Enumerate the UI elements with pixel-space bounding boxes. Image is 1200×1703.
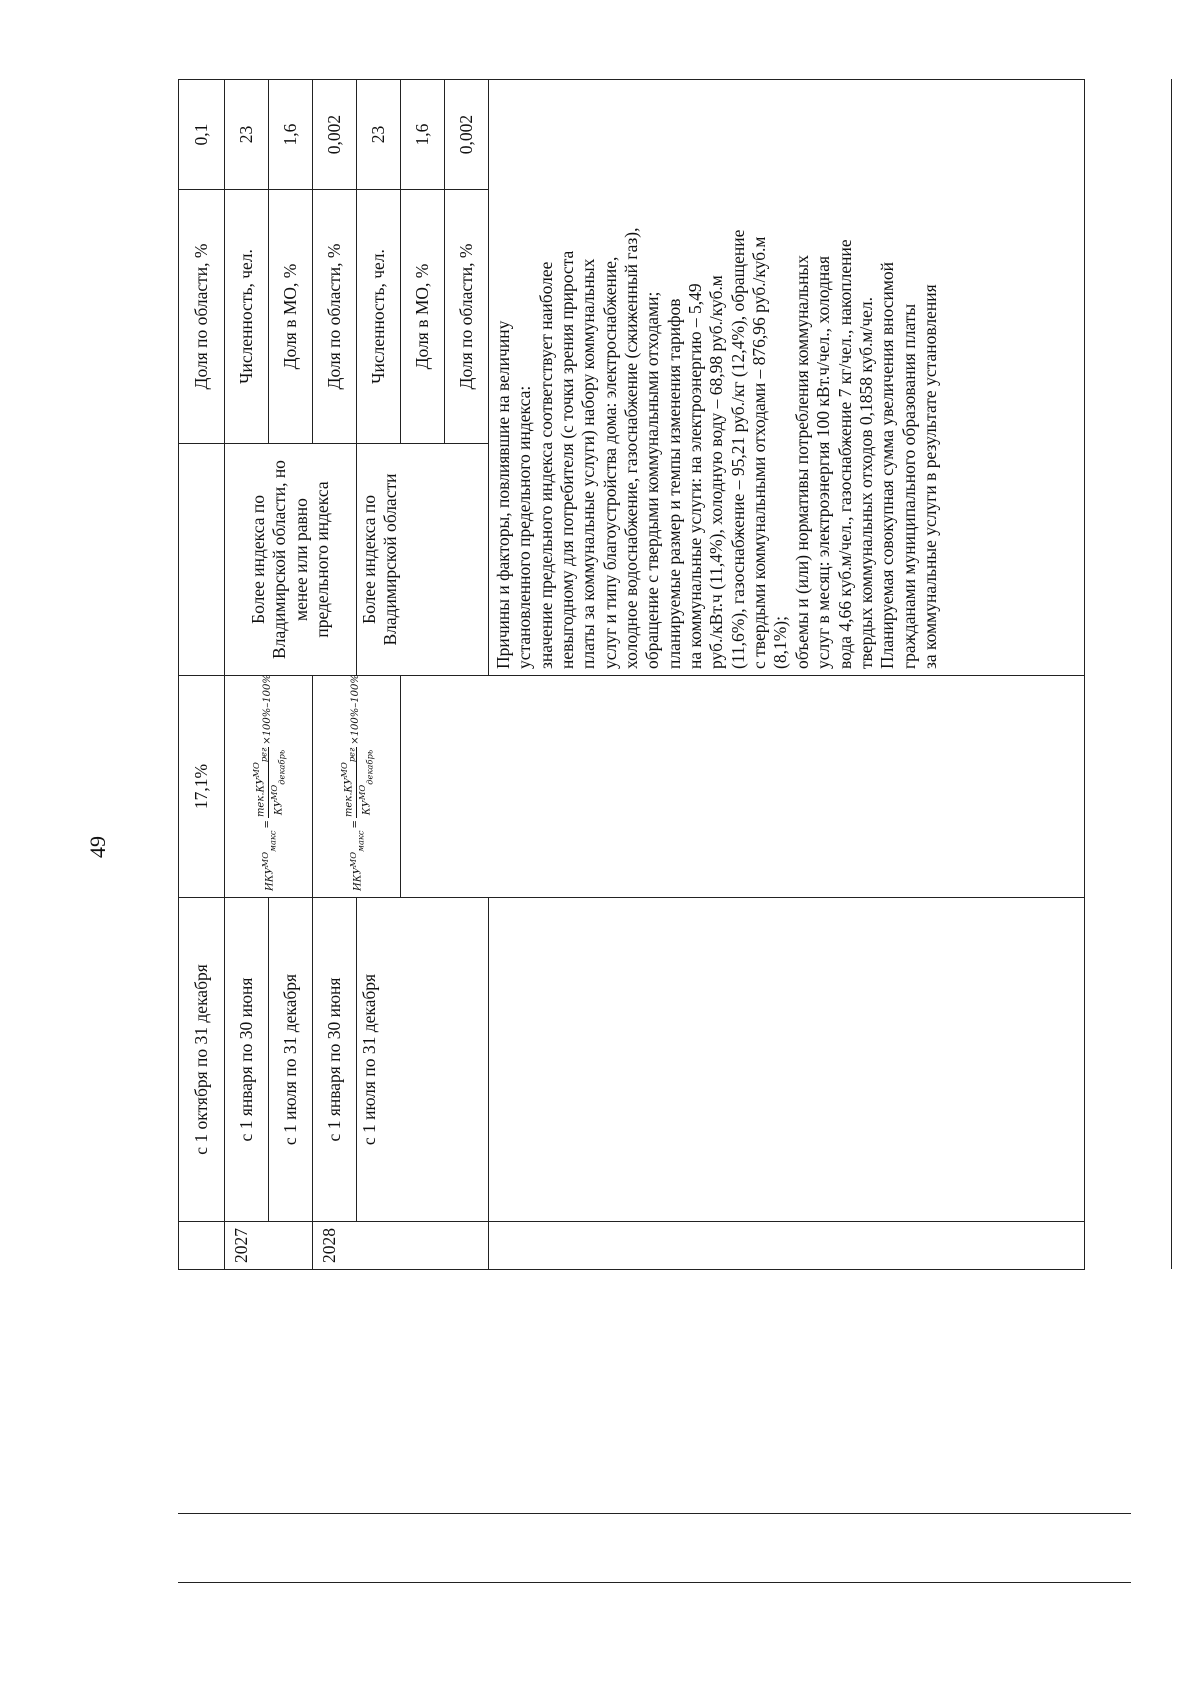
metric-value-cell: 23: [225, 80, 269, 190]
table-row: [489, 80, 1085, 1270]
metric-value-cell: 23: [357, 80, 401, 190]
year-cell: 2028: [313, 1222, 489, 1270]
factors-line: руб./кВт.ч (11,4%), холодную воду – 68,98 руб./куб.м: [706, 275, 727, 669]
metric-label-cell: Доля в МО, %: [269, 190, 313, 444]
factors-line: планируемые размер и темпы изменения тарифов: [663, 298, 684, 669]
period-cell: с 1 июля по 31 декабря: [269, 898, 313, 1222]
page-number: 49: [85, 836, 110, 858]
factors-line: (8,1%);: [770, 616, 791, 669]
factors-line: твердых коммунальных отходов 0,1858 куб.м/чел.: [855, 296, 876, 669]
factors-line: услуг и типу благоустройства дома: электроснабжение,: [599, 256, 620, 669]
index-value-cell: 17,1%: [179, 676, 225, 898]
factors-line: невыгодному для потребителя (с точки зрения прироста: [557, 250, 578, 669]
factors-line: значение предельного индекса соответствует наиболее: [535, 261, 556, 669]
factors-line: за коммунальные услуги в результате установления: [919, 284, 940, 669]
period-cell: с 1 января по 30 июня: [313, 898, 357, 1222]
factors-line: гражданами муниципального образования платы: [898, 303, 919, 669]
factors-line: установленного предельного индекса:: [514, 385, 535, 669]
metric-label-cell: Доля по области, %: [313, 190, 357, 444]
rotated-table-container: [178, 80, 1131, 1270]
factors-cell: [489, 80, 1085, 676]
year-cell-empty: [179, 1222, 225, 1270]
condition-cell: Более индекса по Владимирской области, но менее или равно предельного индекса: [225, 444, 357, 676]
metric-label-cell: Доля по области, %: [179, 190, 225, 444]
condition-cell: Более индекса по Владимирской области: [357, 444, 489, 676]
blank-cell: [1085, 80, 1172, 1270]
factors-line: холодное водоснабжение, газоснабжение (сжиженный газ),: [621, 227, 642, 669]
metric-label-cell: Доля по области, %: [445, 190, 489, 444]
tariff-index-table: [178, 79, 1172, 1270]
factors-line: вода 4,66 куб.м/чел., газоснабжение 7 кг/чел., накопление: [834, 239, 855, 669]
factors-line: (11,6%), газоснабжение – 95,21 руб./кг (12,4%), обращение: [727, 229, 748, 669]
factors-line: услуг в месяц: электроэнергия 100 кВт.ч/чел., холодная: [813, 255, 834, 669]
period-cell: с 1 января по 30 июня: [225, 898, 269, 1222]
factors-text: [493, 86, 941, 669]
divider-line: [178, 1582, 1131, 1583]
period-cell: с 1 октября по 31 декабря: [179, 898, 225, 1222]
year-cell: 2027: [225, 1222, 313, 1270]
metric-value-cell: 0,002: [445, 80, 489, 190]
factors-line: на коммунальные услуги: на электроэнергию – 5,49: [685, 283, 706, 669]
factors-line: Планируемая совокупная сумма увеличения вносимой: [877, 261, 898, 669]
condition-cell-empty: [179, 444, 225, 676]
metric-value-cell: 0,002: [313, 80, 357, 190]
factors-line: объемы и (или) нормативы потребления коммунальных: [791, 255, 812, 669]
metric-label-cell: Доля в МО, %: [401, 190, 445, 444]
table-row: [179, 80, 225, 1270]
table-row-blank: [1085, 80, 1172, 1270]
factors-line: обращение с твердыми коммунальными отходами;: [642, 291, 663, 669]
year-cell-empty: [489, 1222, 1085, 1270]
metric-label-cell: Численность, чел.: [225, 190, 269, 444]
metric-value-cell: 0,1: [179, 80, 225, 190]
formula-cell: [225, 676, 313, 898]
formula-cell-empty: [401, 676, 1085, 898]
factors-line: платы за коммунальные услуги) набору коммунальных: [578, 258, 599, 669]
formula-cell: [313, 676, 401, 898]
index-formula: $ИКУ^{МО}_{макс}$ = $тек.КУ^{МО}_{рег}$ $КУ^{МО}_{декабрь}$ ×100%–100%: [338, 674, 375, 891]
table-row: [225, 80, 269, 1270]
period-cell: с 1 июля по 31 декабря: [357, 898, 489, 1222]
metric-label-cell: Численность, чел.: [357, 190, 401, 444]
divider-line: [178, 1513, 1131, 1514]
metric-value-cell: 1,6: [401, 80, 445, 190]
factors-line: Причины и факторы, повлиявшие на величину: [493, 320, 513, 669]
period-cell-empty: [489, 898, 1085, 1222]
factors-line: с твердыми коммунальными отходами – 876,96 руб./куб.м: [749, 236, 770, 669]
metric-value-cell: 1,6: [269, 80, 313, 190]
index-formula: $ИКУ^{МО}_{макс}$ = $тек.КУ^{МО}_{рег}$ $КУ^{МО}_{декабрь}$ ×100%–100%: [250, 674, 287, 891]
